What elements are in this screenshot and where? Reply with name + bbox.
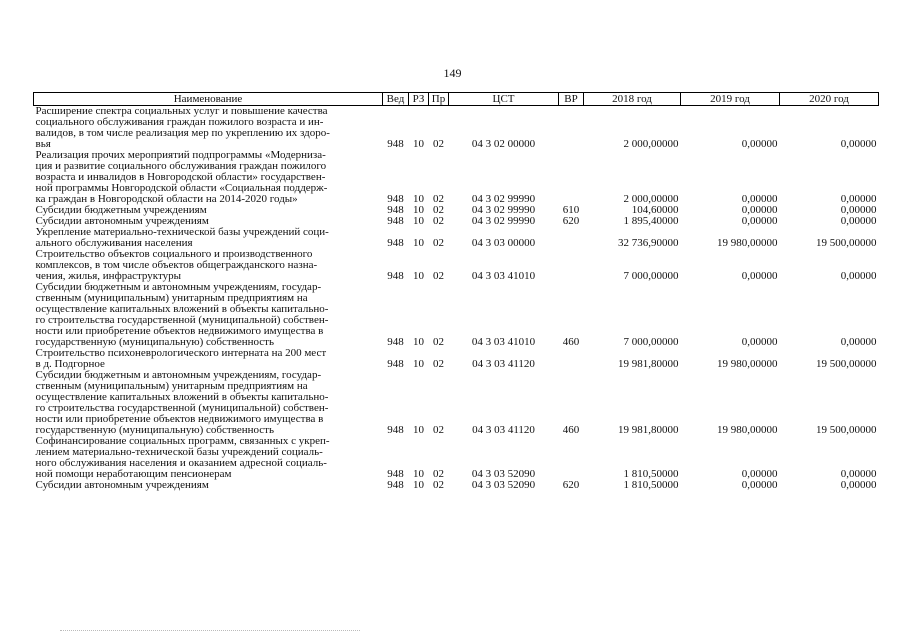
table-row [34,370,879,436]
cell-vr [559,227,584,249]
header-ved: Вед [383,93,409,106]
cell-name: Софинансирование социальных программ, связанных с укреп- лением материально-технической базы учреждений социаль- ного обслуживания населения и оказанием адресной социаль- ной помощи неработающим пенсионерам [35,435,330,480]
table-row [34,249,879,282]
table-row [34,436,879,480]
header-2020: 2020 год [780,93,879,106]
cell-2020: 19 500,00000 [816,237,877,249]
cell-rz: 10 [413,138,424,150]
cell-rz: 10 [413,424,424,436]
cell-cst: 04 3 02 00000 [471,138,536,150]
cell-pr: 02 [433,358,444,370]
cell-2018: 32 736,90000 [618,237,679,249]
cell-2020: 19 500,00000 [816,358,877,370]
cell-ved: 948 [387,479,404,491]
cell-2018: 7 000,00000 [623,336,679,348]
cell-2020: 0,00000 [840,479,877,491]
cell-2020: 19 500,00000 [816,424,877,436]
cell-2019: 0,00000 [741,336,778,348]
cell-name: Субсидии бюджетным и автономным учреждениям, государ- ственным (муниципальным) унитарным предприятиям на осуществление капитальных вложений в объекты капитально- го строительства государственной (муниципальной) собствен- ности или приобретение объектов недвижимого имущества в государственную (муниципальную) собственность [35,369,329,436]
table-row [34,348,879,370]
cell-vr: 610 [562,204,580,216]
cell-name: Строительство объектов социального и производственного комплексов, в том числе объектов общегражданского назна- чения, жилья, инфраструктуры [35,248,318,282]
table-row [34,227,879,249]
cell-pr: 02 [433,468,444,480]
cell-2018: 1 810,50000 [623,468,679,480]
table-row [34,106,879,151]
cell-2019: 19 980,00000 [717,237,778,249]
cell-2018: 2 000,00000 [623,138,679,150]
cell-ved: 948 [387,468,404,480]
cell-2018: 2 000,00000 [623,193,679,205]
cell-vr [559,106,584,151]
cell-name: Субсидии автономным учреждениям [35,215,209,227]
cell-2018: 1 810,50000 [623,479,679,491]
cell-ved: 948 [387,237,404,249]
cell-2019: 19 980,00000 [717,424,778,436]
cell-pr: 02 [433,204,444,216]
cell-pr: 02 [433,270,444,282]
header-name: Наименование [34,93,383,106]
header-rz: РЗ [409,93,429,106]
cell-2019: 0,00000 [741,215,778,227]
cell-rz: 10 [413,468,424,480]
cell-2018: 19 981,80000 [618,358,679,370]
cell-rz: 10 [413,237,424,249]
cell-cst: 04 3 03 41120 [472,358,535,370]
cell-2019: 0,00000 [741,270,778,282]
cell-pr: 02 [433,237,444,249]
cell-vr: 620 [562,479,580,491]
cell-2020: 0,00000 [840,204,877,216]
cell-2020: 0,00000 [840,138,877,150]
cell-vr [559,436,584,480]
cell-2018: 7 000,00000 [623,270,679,282]
cell-vr: 620 [562,215,580,227]
cell-vr [559,249,584,282]
cell-2019: 19 980,00000 [717,358,778,370]
cell-2019: 0,00000 [741,138,778,150]
cell-rz: 10 [413,336,424,348]
cell-pr: 02 [433,193,444,205]
cell-cst: 04 3 03 41010 [471,336,536,348]
cell-cst: 04 3 02 99990 [471,204,536,216]
table-row [34,480,879,491]
cell-rz: 10 [413,479,424,491]
cell-name: Субсидии бюджетным учреждениям [35,204,207,216]
cell-cst: 04 3 03 52090 [471,479,536,491]
cell-2020: 0,00000 [840,270,877,282]
header-2018: 2018 год [584,93,681,106]
budget-table [33,92,879,491]
cell-2020: 0,00000 [840,468,877,480]
cell-cst: 04 3 03 41120 [472,424,535,436]
cell-pr: 02 [433,336,444,348]
header-pr: Пр [429,93,449,106]
cell-pr: 02 [433,215,444,227]
cell-vr: 460 [562,424,580,436]
cell-rz: 10 [413,215,424,227]
cell-name: Субсидии автономным учреждениям [35,479,209,491]
cell-ved: 948 [387,358,404,370]
cell-2020: 0,00000 [840,336,877,348]
cell-rz: 10 [413,193,424,205]
cell-cst: 04 3 02 99990 [471,215,536,227]
cell-rz: 10 [413,358,424,370]
cell-name: Укрепление материально-технической базы учреждений соци- ального обслуживания населения [35,226,329,249]
cell-2018: 1 895,40000 [623,215,679,227]
cell-name: Расширение спектра социальных услуг и повышение качества социального обслуживания граждан пожилого возраста и ин- валидов, в том числе реализация мер по укреплению их здоро- вья [35,105,330,150]
cell-vr: 460 [562,336,580,348]
page-number: 149 [443,66,462,80]
cell-2018: 19 981,80000 [618,424,679,436]
cell-2019: 0,00000 [741,468,778,480]
cell-pr: 02 [433,479,444,491]
table-row [34,282,879,348]
cell-rz: 10 [413,270,424,282]
cell-name: Субсидии бюджетным и автономным учреждениям, государ- ственным (муниципальным) унитарным предприятиям на осуществление капитальных вложений в объекты капитально- го строительства государственной (муниципальной) собствен- ности или приобретение объектов недвижимого имущества в государственную (муниципальную) собственность [35,281,329,348]
cell-cst: 04 3 02 99990 [471,193,536,205]
cell-pr: 02 [433,138,444,150]
header-2019: 2019 год [681,93,780,106]
header-vr: ВР [559,93,584,106]
cell-name: Реализация прочих мероприятий подпрограммы «Модерниза- ция и развитие социального обслуживания граждан пожилого возраста и инвалидов в Новгородской области» государствен- ной программы Новгородской области «Социальная поддерж- ка граждан в Новгородской области на 2014-2020 годы» [35,149,328,205]
cell-pr: 02 [433,424,444,436]
cell-name: Строительство психоневрологического интерната на 200 мест в д. Подгорное [35,347,327,370]
cell-vr [559,150,584,205]
cell-2020: 0,00000 [840,193,877,205]
cell-ved: 948 [387,215,404,227]
cell-2019: 0,00000 [741,204,778,216]
cell-2019: 0,00000 [741,193,778,205]
cell-2019: 0,00000 [741,479,778,491]
cell-rz: 10 [413,204,424,216]
cell-2018: 104,60000 [631,204,679,216]
table-header-row [34,93,879,106]
cell-ved: 948 [387,138,404,150]
cell-ved: 948 [387,424,404,436]
cell-ved: 948 [387,204,404,216]
cell-cst: 04 3 03 00000 [471,237,536,249]
table-row [34,150,879,205]
cell-2020: 0,00000 [840,215,877,227]
cell-vr [559,348,584,370]
cell-ved: 948 [387,336,404,348]
cell-ved: 948 [387,193,404,205]
header-cst: ЦСТ [449,93,559,106]
cell-cst: 04 3 03 41010 [471,270,536,282]
cell-cst: 04 3 03 52090 [471,468,536,480]
cell-ved: 948 [387,270,404,282]
page-bottom-divider [60,630,360,632]
